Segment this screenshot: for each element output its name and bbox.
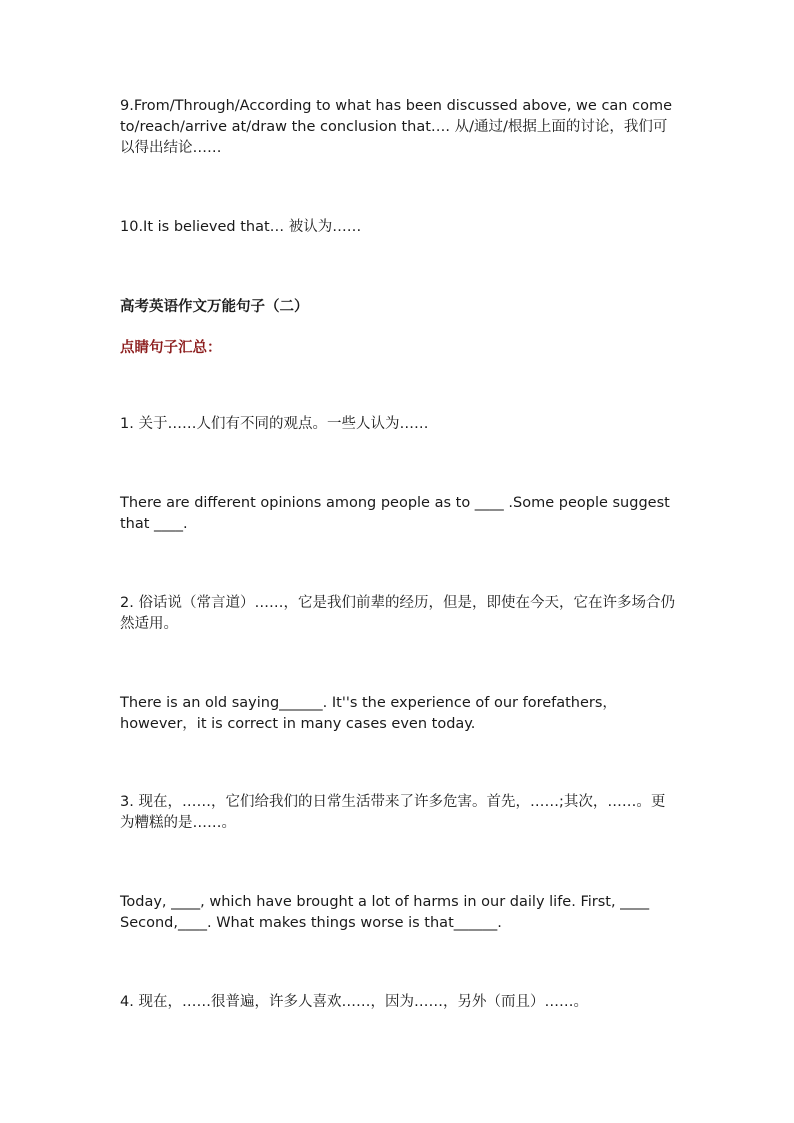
sentence-2-english: There is an old saying______. It''s the experience of our forefathers，however，it is correct in many cases even today.	[120, 695, 617, 732]
sentence-1-english: There are different opinions among people as to ____ .Some people suggest that ____.	[120, 495, 670, 532]
sentence-1-chinese: 1. 关于……人们有不同的观点。一些人认为……	[120, 416, 429, 432]
subsection-title: 点睛句子汇总：	[120, 339, 222, 356]
sentence-3-chinese: 3. 现在，……，它们给我们的日常生活带来了许多危害。首先，……;其次，……。更为糟糕的是……。	[120, 794, 666, 831]
sentence-9: 9.From/Through/According to what has been discussed above, we can come to/reach/arrive at/draw the conclusion that…. 从/通过/根据上面的讨论，我们可以得出结论……	[120, 98, 672, 156]
sentence-2-chinese: 2. 俗话说（常言道）……，它是我们前辈的经历，但是，即使在今天，它在许多场合仍然适用。	[120, 595, 675, 632]
sentence-3-english: Today, ____, which have brought a lot of harms in our daily life. First, ____ Second,____. What makes things worse is that______.	[120, 894, 650, 931]
sentence-10: 10.It is believed that… 被认为……	[120, 219, 362, 235]
sentence-4-chinese: 4. 现在，……很普遍，许多人喜欢……，因为……，另外（而且）……。	[120, 994, 588, 1010]
section-title: 高考英语作文万能句子（二）	[120, 298, 309, 315]
